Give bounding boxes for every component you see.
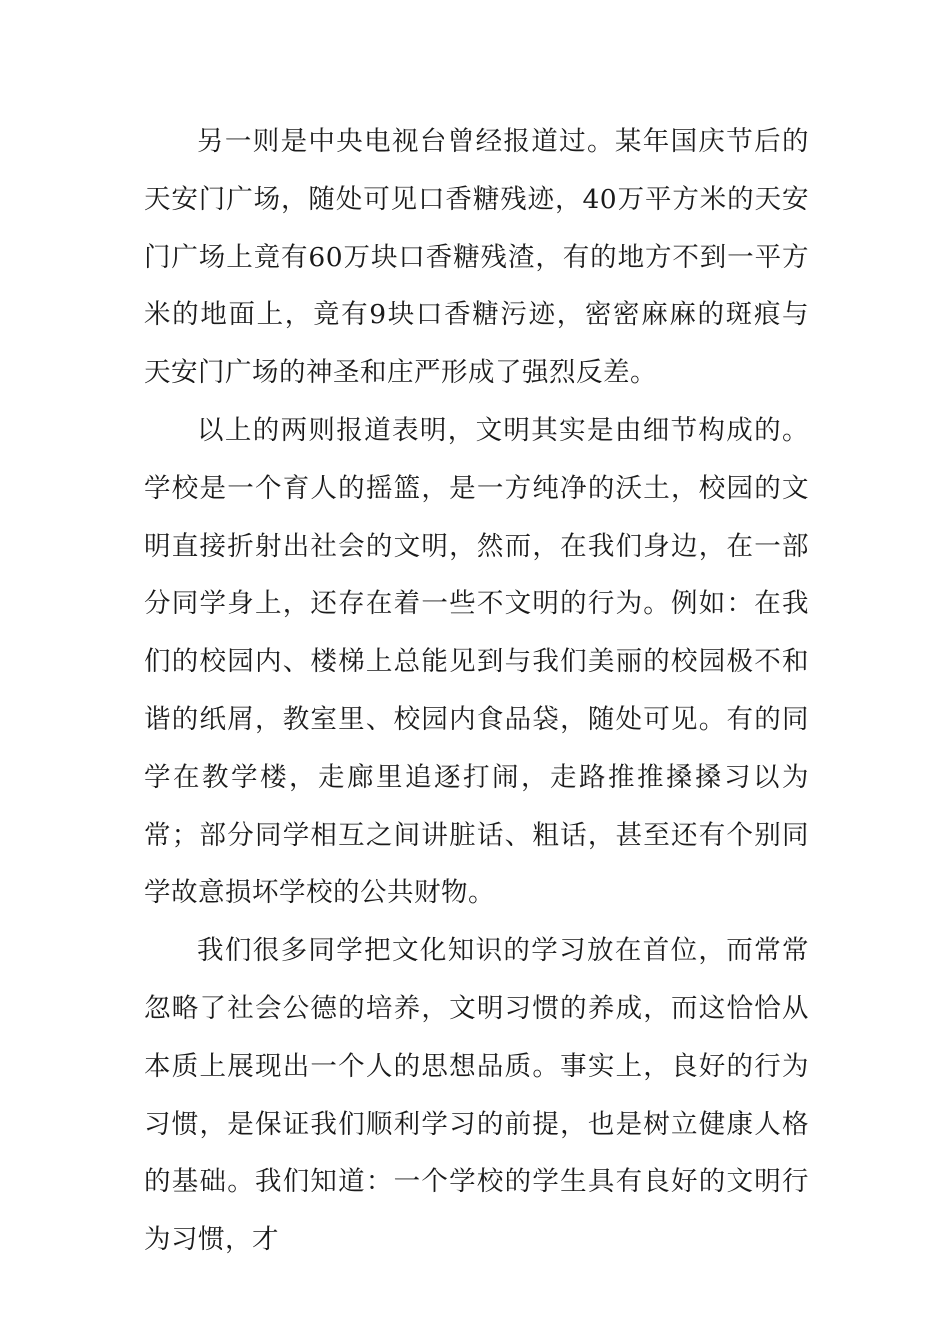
paragraph-1: 另一则是中央电视台曾经报道过。某年国庆节后的天安门广场，随处可见口香糖残迹，40万平方米的天安门广场上竟有60万块口香糖残渣，有的地方不到一平方米的地面上，竟有9块口香糖污迹，密密麻麻的斑痕与天安门广场的神圣和庄严形成了强烈反差。	[144, 126, 809, 389]
paragraph-2: 以上的两则报道表明，文明其实是由细节构成的。学校是一个育人的摇篮，是一方纯净的沃土，校园的文明直接折射出社会的文明，然而，在我们身边，在一部分同学身上，还存在着一些不文明的行为。例如：在我们的校园内、楼梯上总能见到与我们美丽的校园极不和谐的纸屑，教室里、校园内食品袋，随处可见。有的同学在教学楼，走廊里追逐打闹，走路推推搡搡习以为常；部分同学相互之间讲脏话、粗话，甚至还有个别同学故意损坏学校的公共财物。	[144, 414, 809, 909]
document-body	[144, 113, 809, 1269]
paragraph-3: 我们很多同学把文化知识的学习放在首位，而常常忽略了社会公德的培养，文明习惯的养成，而这恰恰从本质上展现出一个人的思想品质。事实上，良好的行为习惯，是保证我们顺利学习的前提，也是树立健康人格的基础。我们知道：一个学校的学生具有良好的文明行为习惯，才	[144, 935, 809, 1256]
